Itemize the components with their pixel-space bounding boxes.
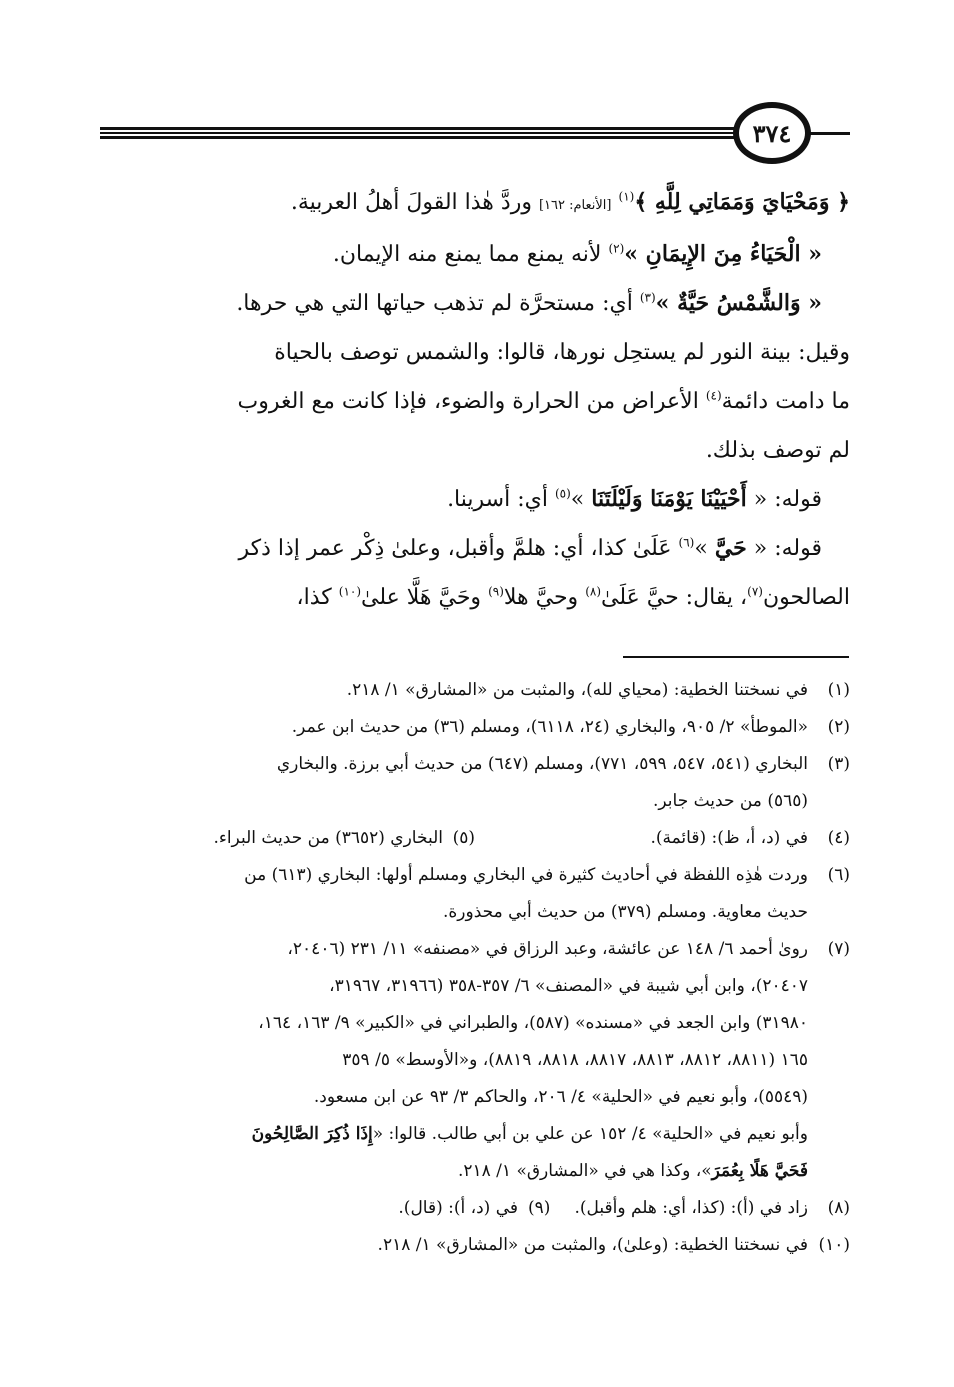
text-line-6: لم توصف بذلك.	[705, 438, 850, 463]
text-line-9	[100, 573, 850, 622]
line-text: وحَيَّ هَلَّا علىٰ	[361, 585, 482, 610]
footnote-line	[100, 1116, 808, 1153]
header-rule-right	[808, 132, 850, 135]
header-rule-top	[100, 127, 735, 130]
footnote-fragment: »، وكذا هي في «المشارق» ١/ ٢١٨.	[457, 1161, 712, 1181]
footnotes-4-5	[100, 820, 850, 857]
line-text: كذا،	[296, 585, 332, 610]
footnote-line: (٥٦٥) من حديث جابر.	[653, 791, 808, 811]
footnote-line: وردت هٰذِه اللفظة في أحاديث كثيرة في البخاري ومسلم أولها: البخاري (٦١٣) من	[244, 865, 808, 885]
footnotes	[100, 672, 850, 1264]
footnote-ref: (١)	[618, 189, 635, 204]
footnote-number: (٦)	[827, 865, 850, 885]
footnote-5	[100, 820, 475, 857]
footnote-ref: (٩)	[488, 584, 504, 599]
footnote-6	[100, 857, 850, 931]
header-rule-middle	[100, 132, 735, 134]
footnote-line: ١٦٥ (٨٨١١، ٨٨١٢، ٨٨١٣، ٨٨١٧، ٨٨١٨، ٨٨١٩)، و«الأوسط» ٥/ ٣٥٩	[342, 1050, 808, 1070]
footnote-7	[100, 931, 850, 1190]
footnote-8-9	[100, 1190, 850, 1227]
footnote-line: حديث معاوية. ومسلم (٣٧٩) من حديث أبي محذورة.	[443, 902, 808, 922]
footnote-ref: (٤)	[705, 388, 722, 403]
line-text: عَلَىٰ كذا، أي: هلمَّ وأقبل، وعلىٰ ذِكْر عمر إذا ذكر	[238, 536, 672, 561]
footnote-3	[100, 746, 850, 820]
page-header	[0, 100, 954, 180]
footnote-line: (٥٥٤٩)، وأبو نعيم في «الحلية» ٤/ ٢٠٦، والحاكم ٣/ ٩٣ عن ابن مسعود.	[313, 1087, 808, 1107]
line-text: أي: مستحرَّة لم تذهب حياتها التي هي حرها.	[236, 291, 633, 316]
footnote-line: البخاري (٥٤١، ٥٤٧، ٥٩٩، ٧٧١)، ومسلم (٦٤٧) من حديث أبي برزة. والبخاري	[276, 754, 808, 774]
text-line-5	[100, 377, 850, 426]
footnote-number: (١)	[827, 680, 850, 700]
footnote-number: (٧)	[827, 939, 850, 959]
spacer	[518, 1190, 528, 1227]
footnote-line: روىٰ أحمد ٦/ ١٤٨ عن عائشة، وعبد الرزاق في «مصنفه» ١١/ ٢٣١ (٢٠٤٠٦،	[287, 939, 808, 959]
footnote-ref: (٨)	[585, 584, 602, 599]
text-line-7	[100, 475, 850, 524]
hadith-quote: حَيَّ	[714, 535, 747, 561]
footnote-ref: (٣)	[639, 290, 656, 305]
page-number: ٣٧٤	[733, 102, 811, 164]
footnote-text: في (د، أ، ظ): (قائمة).	[650, 828, 808, 848]
text-line-2	[100, 230, 850, 279]
line-text: أي: أسرينا.	[447, 487, 548, 512]
footnote-text: في (د، أ): (قال).	[398, 1198, 519, 1218]
footnote-line: ٢٠٤٠٧)، وابن أبي شيبة في «المصنف» ٦/ ٣٥٧-٣٥٨ (٣١٩٦٦، ٣١٩٦٧،	[329, 976, 808, 996]
footnote-number: (٣)	[827, 754, 850, 774]
footnote-number: (٩)	[528, 1198, 551, 1218]
footnote-number: (٤)	[827, 828, 850, 848]
line-text: ما دامت دائمة	[721, 389, 850, 414]
footnote-ref: (١٠)	[338, 584, 362, 599]
hadith-quote: فَحَيَّ هَلًا بِعُمَرَ	[711, 1161, 808, 1181]
hadith-quote: « الْحَيَاءُ مِنَ الإِيمَانِ »	[624, 241, 822, 267]
footnote-text: زاد في (أ): (كذا، أي: هلم وأقبل).	[574, 1198, 808, 1218]
hadith-quote: أَحْيَيْنَا يَوْمَنَا وَلَيْلَتَنَا	[591, 486, 747, 512]
line-text: قوله: «	[753, 536, 822, 561]
footnote-line: ٣١٩٨٠) وابن الجعد في «مسنده» (٥٨٧)، والطبراني في «الكبير» ٩/ ١٦٣، ١٦٤،	[258, 1013, 808, 1033]
footnote-number: (٨)	[827, 1198, 850, 1218]
footnote-2	[100, 709, 850, 746]
footnote-text	[100, 857, 808, 931]
line-text: قوله: «	[753, 487, 822, 512]
line-text: »	[570, 487, 585, 512]
footnote-ref: (٦)	[678, 535, 695, 550]
text-line-1	[100, 178, 850, 230]
line-text: الصالحون	[762, 585, 850, 610]
spacer	[550, 1190, 574, 1227]
hadith-quote: إِذَا ذُكِرَ الصَّالِحُونَ	[251, 1124, 373, 1144]
header-rule-bottom	[100, 136, 735, 139]
line-text: لأنه يمنع مما يمنع منه الإيمان.	[332, 242, 602, 267]
footnote-text: البخاري (٣٦٥٢) من حديث البراء.	[213, 828, 443, 848]
line-text: ، يقال: حيَّ عَلَىٰ	[601, 585, 748, 610]
footnote-text	[100, 931, 808, 1190]
footnote-1	[100, 672, 850, 709]
footnote-number: (٥)	[452, 828, 475, 848]
footnote-4	[475, 820, 850, 857]
line-text: »	[694, 536, 708, 561]
line-text: وحيَّ هلا	[503, 585, 579, 610]
footnote-separator	[623, 656, 849, 658]
footnote-text: في نسختنا الخطية: (محياي لله)، والمثبت من «المشارق» ١/ ٢١٨.	[346, 680, 808, 700]
footnote-text: في نسختنا الخطية: (وعلىٰ)، والمثبت من «المشارق» ١/ ٢١٨.	[377, 1235, 808, 1255]
footnote-number: (٢)	[827, 717, 850, 737]
footnote-text: «الموطأ» ٢/ ٩٠٥، والبخاري (٢٤، ٦١١٨)، ومسلم (٣٦) من حديث ابن عمر.	[291, 717, 808, 737]
line-text: الأعراض من الحرارة والضوء، فإذا كانت مع الغروب	[237, 389, 699, 414]
quran-verse: ﴿ وَمَحْيَايَ وَمَمَاتِي لِلَّهِ ﴾	[634, 189, 850, 215]
hadith-quote: « وَالشَّمْسُ حَيَّةٌ »	[655, 290, 822, 316]
footnote-10	[100, 1227, 850, 1264]
text-line-4: وقيل: بينة النور لم يستحِل نورها، قالوا: والشمس توصف بالحياة	[274, 340, 850, 365]
footnote-text	[100, 746, 808, 820]
footnote-ref: (٧)	[747, 584, 763, 599]
footnote-line	[100, 1153, 808, 1190]
main-text	[100, 178, 850, 622]
text-line-8	[100, 524, 850, 573]
footnote-number: (١٠)	[818, 1235, 850, 1255]
footnote-ref: (٢)	[608, 241, 625, 256]
text-line-3	[100, 279, 850, 328]
line-text: وردَّ هٰذا القولَ أهلُ العربية.	[290, 190, 532, 215]
verse-citation: [الأنعام: ١٦٢]	[538, 198, 612, 213]
footnote-ref: (٥)	[554, 486, 571, 501]
footnote-fragment: وأبو نعيم في «الحلية» ٤/ ١٥٢ عن علي بن أبي طالب. قالوا: «	[372, 1124, 808, 1144]
